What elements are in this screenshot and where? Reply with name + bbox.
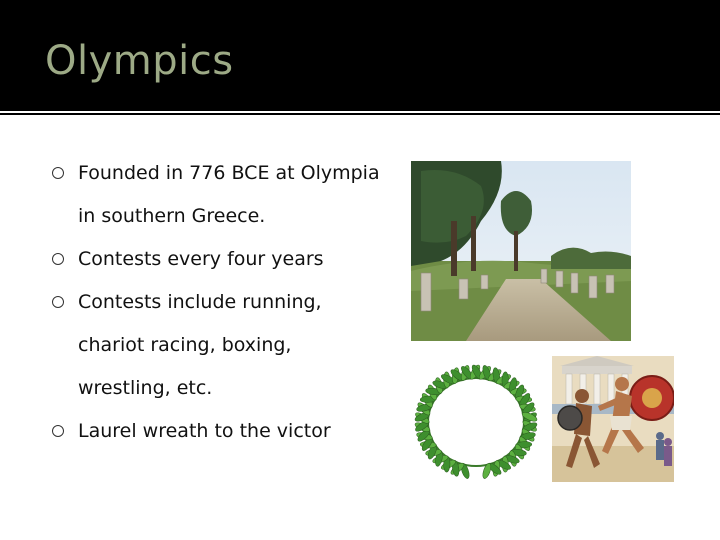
bullet-text: Founded in 776 BCE at Olympia in southern Greece. (78, 162, 380, 227)
bullet-text: Laurel wreath to the victor (78, 420, 331, 442)
olympia-ruins-photo (411, 161, 631, 341)
bullet-circle-icon (52, 167, 64, 179)
title-bar (0, 0, 720, 111)
bullet-item-contests-include (52, 281, 382, 410)
bullet-item-founded (52, 152, 382, 238)
laurel-wreath-illustration (410, 362, 542, 482)
bullet-circle-icon (52, 425, 64, 437)
bullet-text: Contests include running, chariot racing, boxing, wrestling, etc. (78, 291, 322, 399)
bullet-item-contests-frequency (52, 238, 382, 281)
ancient-runners-illustration (552, 356, 674, 482)
bullet-item-laurel-wreath (52, 410, 382, 453)
slide-title: Olympics (45, 38, 234, 84)
title-divider (0, 113, 720, 115)
bullet-text: Contests every four years (78, 248, 324, 270)
bullet-circle-icon (52, 253, 64, 265)
bullet-circle-icon (52, 296, 64, 308)
bullet-list (52, 152, 382, 453)
